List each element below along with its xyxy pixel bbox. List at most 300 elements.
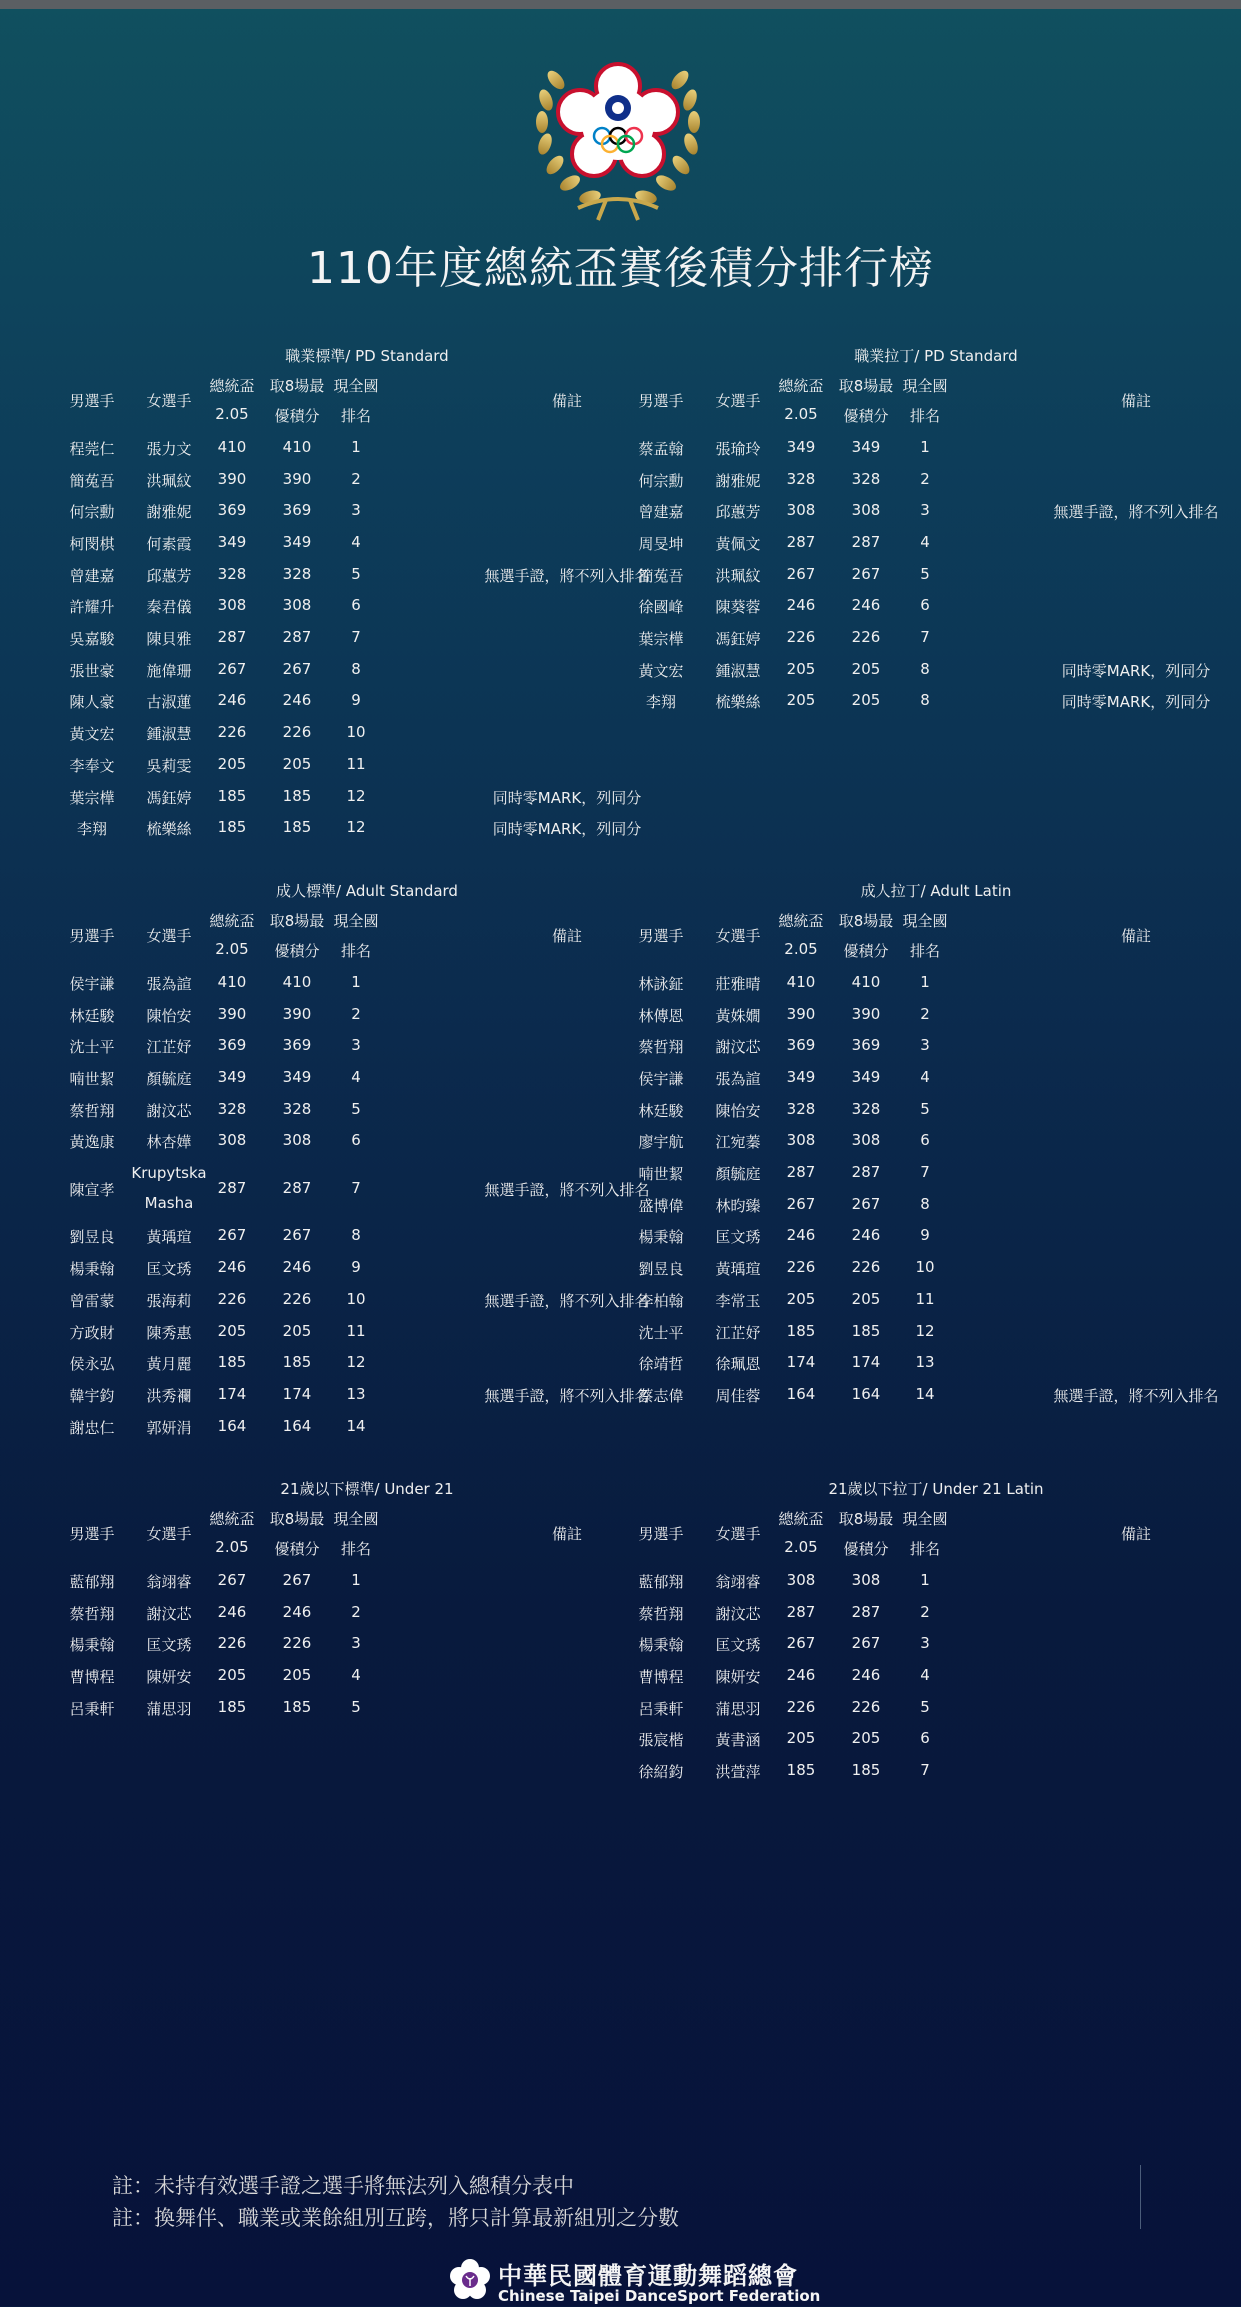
rank: 4 — [920, 532, 930, 551]
header-best8-sub: 優積分 — [274, 407, 320, 425]
rank: 3 — [351, 1634, 361, 1653]
total-score: 205 — [217, 1321, 247, 1340]
female-dancer: 謝汶芯 — [715, 1604, 761, 1623]
best8-score: 185 — [282, 786, 312, 805]
best8-score: 410 — [282, 437, 312, 456]
male-dancer: 廖宇航 — [638, 1133, 684, 1152]
total-score: 369 — [786, 1036, 816, 1055]
best8-score: 390 — [282, 469, 312, 488]
male-dancer: 侯宇謙 — [638, 1069, 684, 1088]
male-dancer: 蔡哲翔 — [69, 1604, 115, 1623]
best8-score: 390 — [282, 1004, 312, 1023]
total-score: 205 — [786, 659, 816, 678]
best8-score: 287 — [851, 1602, 881, 1621]
female-dancer: 陳葵蓉 — [715, 598, 761, 617]
female-dancer: 匡文琇 — [146, 1260, 192, 1279]
header-total: 總統盃 — [209, 1510, 255, 1528]
rank: 4 — [351, 532, 361, 551]
total-score: 390 — [217, 469, 247, 488]
rank: 2 — [920, 1004, 930, 1023]
female-dancer: 張為諠 — [146, 974, 192, 993]
header-note: 備註 — [1120, 392, 1151, 410]
header-female: 女選手 — [715, 1525, 761, 1543]
header-rank-sub: 排名 — [909, 942, 940, 960]
header-note: 備註 — [551, 927, 582, 945]
best8-score: 349 — [851, 1067, 881, 1086]
female-dancer: 謝汶芯 — [146, 1604, 192, 1623]
female-dancer: 邱蕙芳 — [146, 566, 192, 585]
rank: 3 — [920, 1036, 930, 1055]
male-dancer: 柯閔棋 — [69, 534, 115, 553]
total-score: 205 — [786, 1289, 816, 1308]
female-dancer: 馮鈺婷 — [715, 630, 761, 649]
header-total-sub: 2.05 — [784, 405, 818, 423]
rank: 5 — [351, 564, 361, 583]
rank: 4 — [351, 1067, 361, 1086]
male-dancer: 蔡哲翔 — [69, 1101, 115, 1120]
male-dancer: 李翔 — [645, 693, 676, 712]
male-dancer: 劉昱良 — [638, 1260, 684, 1279]
male-dancer: 葉宗樺 — [638, 630, 684, 649]
best8-score: 226 — [282, 1634, 312, 1653]
best8-score: 246 — [282, 1258, 312, 1277]
male-dancer: 何宗勳 — [638, 471, 684, 490]
best8-score: 174 — [282, 1384, 312, 1403]
best8-score: 349 — [282, 532, 312, 551]
male-dancer: 林廷駿 — [638, 1101, 684, 1120]
male-dancer: 沈士平 — [638, 1323, 684, 1342]
total-score: 390 — [217, 1004, 247, 1023]
male-dancer: 程莞仁 — [69, 439, 115, 458]
rank: 3 — [351, 501, 361, 520]
female-dancer: 謝汶芯 — [146, 1101, 192, 1120]
total-score: 246 — [786, 1226, 816, 1245]
rank: 2 — [920, 1602, 930, 1621]
male-dancer: 許耀升 — [69, 598, 115, 617]
header-female: 女選手 — [146, 927, 192, 945]
header-total: 總統盃 — [778, 1510, 824, 1528]
remark: 無選手證，將不列入排名 — [484, 1291, 650, 1310]
best8-score: 226 — [851, 628, 881, 647]
female-dancer: 匡文琇 — [146, 1636, 192, 1655]
header-total: 總統盃 — [778, 912, 824, 930]
best8-score: 185 — [282, 1353, 312, 1372]
rank: 12 — [346, 1353, 366, 1372]
female-dancer: 何素霞 — [146, 534, 192, 553]
total-score: 328 — [217, 1099, 247, 1118]
best8-score: 267 — [851, 564, 881, 583]
total-score: 164 — [786, 1384, 816, 1403]
total-score: 328 — [217, 564, 247, 583]
header-best8-sub: 優積分 — [843, 942, 889, 960]
female-dancer: 匡文琇 — [715, 1228, 761, 1247]
total-score: 246 — [217, 1258, 247, 1277]
female-dancer: 黃月麗 — [146, 1355, 192, 1374]
header-female: 女選手 — [146, 1525, 192, 1543]
best8-score: 164 — [851, 1384, 881, 1403]
best8-score: 369 — [282, 501, 312, 520]
header-best8-sub: 優積分 — [274, 1540, 320, 1558]
header-best8: 取8場最 — [838, 1510, 894, 1528]
female-dancer: 謝雅妮 — [146, 503, 192, 522]
female-dancer: 洪秀襴 — [146, 1386, 192, 1405]
total-score: 267 — [217, 1570, 247, 1589]
remark: 無選手證，將不列入排名 — [1053, 1386, 1219, 1405]
header-total-sub: 2.05 — [784, 1538, 818, 1556]
total-score: 185 — [786, 1321, 816, 1340]
best8-score: 164 — [282, 1416, 312, 1435]
rank: 6 — [920, 1131, 930, 1150]
best8-score: 349 — [851, 437, 881, 456]
header-rank: 現全國 — [902, 1510, 948, 1528]
total-score: 205 — [217, 1665, 247, 1684]
male-dancer: 楊秉翰 — [638, 1636, 684, 1655]
best8-score: 185 — [282, 1697, 312, 1716]
rank: 3 — [920, 501, 930, 520]
header-male: 男選手 — [638, 392, 684, 410]
female-dancer: 馮鈺婷 — [146, 788, 192, 807]
remark: 無選手證，將不列入排名 — [484, 1386, 650, 1405]
rank: 8 — [920, 691, 930, 710]
total-score: 205 — [786, 691, 816, 710]
rank: 1 — [351, 1570, 361, 1589]
female-dancer: 翁翊睿 — [146, 1572, 192, 1591]
section-title: 21歲以下標準/ Under 21 — [280, 1480, 454, 1498]
female-dancer: 李常玉 — [715, 1291, 761, 1310]
best8-score: 390 — [851, 1004, 881, 1023]
header-rank-sub: 排名 — [340, 407, 371, 425]
male-dancer: 葉宗樺 — [69, 788, 115, 807]
female-dancer: Krupytska — [131, 1163, 207, 1182]
rank: 8 — [920, 1194, 930, 1213]
header-best8-sub: 優積分 — [274, 942, 320, 960]
section-title: 成人拉丁/ Adult Latin — [860, 882, 1012, 900]
rank: 10 — [346, 1289, 366, 1308]
remark: 無選手證，將不列入排名 — [484, 1180, 650, 1199]
best8-score: 287 — [851, 1163, 881, 1182]
male-dancer: 方政財 — [69, 1323, 115, 1342]
rank: 2 — [351, 1602, 361, 1621]
female-dancer: 陳貝雅 — [146, 630, 192, 649]
male-dancer: 黃逸康 — [69, 1133, 115, 1152]
male-dancer: 呂秉軒 — [69, 1699, 115, 1718]
divider — [1140, 2165, 1141, 2229]
header-best8: 取8場最 — [269, 912, 325, 930]
best8-score: 369 — [282, 1036, 312, 1055]
rank: 5 — [351, 1697, 361, 1716]
total-score: 246 — [217, 691, 247, 710]
header-rank: 現全國 — [333, 377, 379, 395]
rank: 9 — [351, 691, 361, 710]
header-total: 總統盃 — [778, 377, 824, 395]
male-dancer: 楊秉翰 — [69, 1260, 115, 1279]
male-dancer: 徐靖哲 — [638, 1355, 684, 1374]
header-male: 男選手 — [69, 392, 115, 410]
total-score: 267 — [786, 564, 816, 583]
female-dancer: 江芷妤 — [715, 1323, 761, 1342]
best8-score: 369 — [851, 1036, 881, 1055]
rank: 2 — [351, 469, 361, 488]
rank: 7 — [920, 1163, 930, 1182]
rank: 3 — [351, 1036, 361, 1055]
female-dancer: 洪珮紋 — [715, 566, 761, 585]
female-dancer: 顏毓庭 — [146, 1069, 192, 1088]
best8-score: 267 — [282, 1226, 312, 1245]
female-dancer: 江芷妤 — [146, 1038, 192, 1057]
remark: 同時零MARK，列同分 — [492, 788, 642, 807]
rank: 13 — [915, 1353, 935, 1372]
female-dancer: 黃書涵 — [715, 1731, 761, 1750]
male-dancer: 林傳恩 — [638, 1006, 684, 1025]
header-female: 女選手 — [715, 927, 761, 945]
male-dancer: 黃文宏 — [69, 725, 115, 744]
total-score: 349 — [786, 437, 816, 456]
best8-score: 287 — [282, 1178, 312, 1197]
male-dancer: 林廷駿 — [69, 1006, 115, 1025]
rank: 6 — [351, 596, 361, 615]
male-dancer: 喃世絜 — [69, 1069, 115, 1088]
male-dancer: 蔡哲翔 — [638, 1038, 684, 1057]
best8-score: 205 — [851, 1729, 881, 1748]
note-line: 註：換舞伴、職業或業餘組別互跨，將只計算最新組別之分數 — [112, 2206, 679, 2230]
female-dancer: 陳妍安 — [715, 1667, 761, 1686]
header-male: 男選手 — [638, 927, 684, 945]
best8-score: 226 — [851, 1258, 881, 1277]
rank: 1 — [920, 972, 930, 991]
total-score: 287 — [786, 1602, 816, 1621]
female-dancer: 吳莉雯 — [146, 756, 192, 775]
female-dancer: 張為諠 — [715, 1069, 761, 1088]
female-dancer: Masha — [144, 1193, 194, 1212]
page-title: 110年度總統盃賽後積分排行榜 — [307, 243, 934, 294]
total-score: 390 — [786, 1004, 816, 1023]
female-dancer: 施偉珊 — [146, 661, 192, 680]
total-score: 410 — [786, 972, 816, 991]
total-score: 369 — [217, 1036, 247, 1055]
rank: 7 — [920, 628, 930, 647]
male-dancer: 李柏翰 — [638, 1291, 684, 1310]
header-total: 總統盃 — [209, 377, 255, 395]
female-dancer: 陳秀惠 — [146, 1323, 192, 1342]
female-dancer: 匡文琇 — [715, 1636, 761, 1655]
rank: 4 — [920, 1067, 930, 1086]
total-score: 349 — [786, 1067, 816, 1086]
total-score: 185 — [786, 1761, 816, 1780]
rank: 1 — [351, 972, 361, 991]
male-dancer: 蔡孟翰 — [638, 439, 684, 458]
header-male: 男選手 — [638, 1525, 684, 1543]
male-dancer: 周旻坤 — [638, 534, 684, 553]
best8-score: 410 — [851, 972, 881, 991]
best8-score: 328 — [282, 1099, 312, 1118]
total-score: 267 — [786, 1634, 816, 1653]
male-dancer: 陳人豪 — [69, 693, 115, 712]
best8-score: 185 — [851, 1321, 881, 1340]
header-rank-sub: 排名 — [909, 1540, 940, 1558]
header-note: 備註 — [1120, 927, 1151, 945]
rank: 7 — [351, 628, 361, 647]
section-title: 成人標準/ Adult Standard — [276, 882, 458, 900]
best8-score: 246 — [282, 1602, 312, 1621]
female-dancer: 謝汶芯 — [715, 1038, 761, 1057]
best8-score: 205 — [282, 754, 312, 773]
total-score: 308 — [786, 501, 816, 520]
section-title: 職業拉丁/ PD Standard — [854, 347, 1018, 365]
best8-score: 185 — [851, 1761, 881, 1780]
female-dancer: 翁翊睿 — [715, 1572, 761, 1591]
header-note: 備註 — [1120, 1525, 1151, 1543]
female-dancer: 梳樂絲 — [146, 820, 192, 839]
total-score: 308 — [217, 1131, 247, 1150]
male-dancer: 曹博程 — [69, 1667, 115, 1686]
best8-score: 328 — [851, 1099, 881, 1118]
female-dancer: 江宛蓁 — [715, 1133, 761, 1152]
rank: 5 — [920, 1099, 930, 1118]
rank: 4 — [920, 1665, 930, 1684]
best8-score: 308 — [851, 1131, 881, 1150]
total-score: 267 — [786, 1194, 816, 1213]
header-note: 備註 — [551, 392, 582, 410]
section-title: 職業標準/ PD Standard — [285, 347, 449, 365]
best8-score: 267 — [282, 1570, 312, 1589]
total-score: 287 — [217, 1178, 247, 1197]
rank: 8 — [351, 659, 361, 678]
male-dancer: 黃文宏 — [638, 661, 684, 680]
total-score: 205 — [786, 1729, 816, 1748]
rank: 12 — [346, 786, 366, 805]
header-female: 女選手 — [715, 392, 761, 410]
best8-score: 308 — [851, 1570, 881, 1589]
total-score: 349 — [217, 532, 247, 551]
total-score: 174 — [786, 1353, 816, 1372]
header-total-sub: 2.05 — [784, 940, 818, 958]
male-dancer: 藍郁翔 — [638, 1572, 684, 1591]
rank: 9 — [920, 1226, 930, 1245]
total-score: 226 — [786, 628, 816, 647]
rank: 13 — [346, 1384, 366, 1403]
rank: 12 — [915, 1321, 935, 1340]
rank: 12 — [346, 818, 366, 837]
female-dancer: 陳妍安 — [146, 1667, 192, 1686]
female-dancer: 洪珮紋 — [146, 471, 192, 490]
header-male: 男選手 — [69, 1525, 115, 1543]
total-score: 226 — [217, 1634, 247, 1653]
male-dancer: 侯永弘 — [69, 1355, 115, 1374]
header-rank: 現全國 — [902, 377, 948, 395]
female-dancer: 莊雅晴 — [715, 974, 761, 993]
female-dancer: 周佳蓉 — [715, 1386, 761, 1405]
rank: 5 — [920, 1697, 930, 1716]
rank: 6 — [920, 1729, 930, 1748]
best8-score: 287 — [282, 628, 312, 647]
male-dancer: 李翔 — [76, 820, 107, 839]
female-dancer: 蒲思羽 — [146, 1699, 192, 1718]
rank: 5 — [920, 564, 930, 583]
male-dancer: 徐紹鈞 — [638, 1763, 684, 1782]
female-dancer: 洪萱萍 — [715, 1763, 761, 1782]
header-female: 女選手 — [146, 392, 192, 410]
best8-score: 205 — [282, 1665, 312, 1684]
male-dancer: 陳宣孝 — [69, 1180, 115, 1199]
male-dancer: 盛博偉 — [638, 1196, 684, 1215]
total-score: 349 — [217, 1067, 247, 1086]
male-dancer: 蔡哲翔 — [638, 1604, 684, 1623]
total-score: 287 — [786, 532, 816, 551]
male-dancer: 徐國峰 — [638, 598, 684, 617]
total-score: 308 — [217, 596, 247, 615]
total-score: 287 — [217, 628, 247, 647]
best8-score: 328 — [851, 469, 881, 488]
best8-score: 205 — [851, 659, 881, 678]
federation-logo-icon — [448, 2258, 492, 2302]
female-dancer: 黃瑀瑄 — [146, 1228, 192, 1247]
total-score: 308 — [786, 1570, 816, 1589]
best8-score: 205 — [851, 1289, 881, 1308]
total-score: 174 — [217, 1384, 247, 1403]
female-dancer: 梳樂絲 — [715, 693, 761, 712]
header-male: 男選手 — [69, 927, 115, 945]
male-dancer: 藍郁翔 — [69, 1572, 115, 1591]
rank: 10 — [346, 723, 366, 742]
total-score: 185 — [217, 786, 247, 805]
female-dancer: 林昀臻 — [715, 1196, 761, 1215]
header-rank: 現全國 — [333, 1510, 379, 1528]
rank: 1 — [351, 437, 361, 456]
male-dancer: 曾建嘉 — [638, 503, 684, 522]
header-note: 備註 — [551, 1525, 582, 1543]
male-dancer: 楊秉翰 — [638, 1228, 684, 1247]
best8-score: 246 — [282, 691, 312, 710]
total-score: 226 — [786, 1258, 816, 1277]
remark: 同時零MARK，列同分 — [1061, 693, 1211, 712]
total-score: 328 — [786, 469, 816, 488]
female-dancer: 張瑜玲 — [715, 439, 761, 458]
male-dancer: 楊秉翰 — [69, 1636, 115, 1655]
federation-name-cn: 中華民國體育運動舞蹈總會 — [498, 2262, 798, 2290]
header-rank-sub: 排名 — [340, 942, 371, 960]
header-best8: 取8場最 — [269, 377, 325, 395]
olympic-committee-emblem-icon — [518, 40, 718, 230]
best8-score: 246 — [851, 1665, 881, 1684]
best8-score: 267 — [851, 1194, 881, 1213]
best8-score: 349 — [282, 1067, 312, 1086]
rank: 7 — [920, 1761, 930, 1780]
header-best8: 取8場最 — [269, 1510, 325, 1528]
remark: 無選手證，將不列入排名 — [484, 566, 650, 585]
rank: 4 — [351, 1665, 361, 1684]
female-dancer: 陳怡安 — [715, 1101, 761, 1120]
male-dancer: 蔡志偉 — [638, 1386, 684, 1405]
rank: 14 — [346, 1416, 366, 1435]
female-dancer: 謝雅妮 — [715, 471, 761, 490]
best8-score: 328 — [282, 564, 312, 583]
best8-score: 267 — [282, 659, 312, 678]
total-score: 185 — [217, 818, 247, 837]
male-dancer: 劉昱良 — [69, 1228, 115, 1247]
female-dancer: 黃瑀瑄 — [715, 1260, 761, 1279]
rank: 2 — [920, 469, 930, 488]
rank: 11 — [346, 754, 366, 773]
best8-score: 308 — [851, 501, 881, 520]
female-dancer: 邱蕙芳 — [715, 503, 761, 522]
header-rank-sub: 排名 — [340, 1540, 371, 1558]
best8-score: 226 — [282, 723, 312, 742]
male-dancer: 林詠鉦 — [638, 974, 684, 993]
note-line: 註：未持有效選手證之選手將無法列入總積分表中 — [112, 2174, 574, 2198]
header-rank: 現全國 — [902, 912, 948, 930]
total-score: 246 — [786, 596, 816, 615]
best8-score: 246 — [851, 596, 881, 615]
